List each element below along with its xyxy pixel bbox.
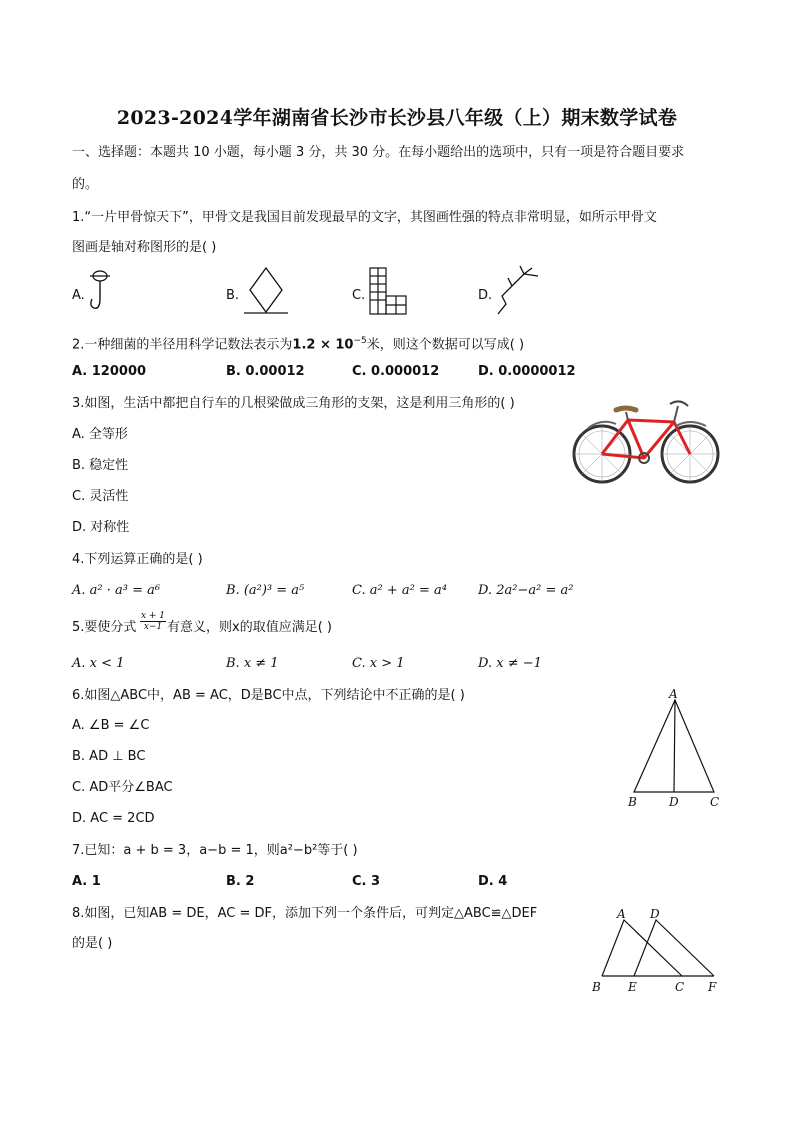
q7-option-c: C. 3 xyxy=(352,874,381,889)
q2-option-c: C. 0.000012 xyxy=(352,364,440,379)
q4-option-c: C. a² + a² = a⁴ xyxy=(352,583,447,598)
q3-option-c: C. 灵活性 xyxy=(72,489,129,504)
segment-ad xyxy=(674,700,675,792)
label-d: D xyxy=(669,795,679,809)
q1-option-d-glyph xyxy=(494,264,544,318)
q1-stem-line1: 1.“一片甲骨惊天下”，甲骨文是我国目前发现最早的文字，其图画性强的特点非常明显，如所示甲骨文 xyxy=(72,210,657,225)
q8-triangles-figure xyxy=(586,904,722,996)
q3-stem: 3.如图，生活中都把自行车的几根梁做成三角形的支架，这是利用三角形的( ) xyxy=(72,396,515,411)
q4-stem: 4.下列运算正确的是( ) xyxy=(72,552,203,567)
label-b: B xyxy=(592,980,601,994)
q2-stem-suffix: 米，则这个数据可以写成( ) xyxy=(366,337,525,353)
q5-option-b: B. x ≠ 1 xyxy=(226,656,279,671)
q6-option-d: D. AC = 2CD xyxy=(72,811,155,826)
q2-option-d: D. 0.0000012 xyxy=(478,364,576,379)
q1-option-a-glyph xyxy=(86,268,116,316)
q1-stem-line2: 图画是轴对称图形的是( ) xyxy=(72,240,217,255)
label-c: C xyxy=(675,980,685,994)
q5-fraction-denominator: x−1 xyxy=(143,622,163,632)
q7-stem: 7.已知：a + b = 3，a−b = 1，则a²−b²等于( ) xyxy=(72,843,358,858)
label-d: D xyxy=(650,907,660,921)
q1-option-b-glyph xyxy=(242,266,290,316)
q3-option-b: B. 稳定性 xyxy=(72,458,129,473)
q3-option-a: A. 全等形 xyxy=(72,427,128,442)
q2-exponent: −5 xyxy=(353,336,367,346)
q3-option-d: D. 对称性 xyxy=(72,520,130,535)
section-instructions-line2: 的。 xyxy=(72,177,99,192)
q2-value: 1.2 × 10 xyxy=(292,337,354,353)
q7-option-b: B. 2 xyxy=(226,874,255,889)
q2-option-b: B. 0.00012 xyxy=(226,364,305,379)
q6-stem: 6.如图△ABC中，AB = AC，D是BC中点，下列结论中不正确的是( ) xyxy=(72,688,465,703)
q6-option-a: A. ∠B = ∠C xyxy=(72,718,150,733)
q1-option-b-label: B. xyxy=(226,288,240,303)
label-f: F xyxy=(708,980,717,994)
q7-option-d: D. 4 xyxy=(478,874,508,889)
triangle-abc xyxy=(602,920,682,976)
q5-stem-suffix: 有意义，则x的取值应满足( ) xyxy=(167,620,332,635)
q5-option-c: C. x > 1 xyxy=(352,656,405,671)
q5-option-a: A. x < 1 xyxy=(72,656,125,671)
q2-stem-prefix: 2.一种细菌的半径用科学记数法表示为 xyxy=(72,337,293,353)
label-a: A xyxy=(617,907,626,921)
q5-fraction xyxy=(140,611,166,632)
q8-stem-line1: 8.如图，已知AB = DE，AC = DF，添加下列一个条件后，可判定△ABC≌△DEF xyxy=(72,906,538,921)
label-a: A xyxy=(669,687,678,701)
q5-stem-prefix: 5.要使分式 xyxy=(72,620,137,635)
q1-option-d-label: D. xyxy=(478,288,493,303)
label-e: E xyxy=(628,980,637,994)
q7-option-a: A. 1 xyxy=(72,874,101,889)
q5-option-d: D. x ≠ −1 xyxy=(478,656,542,671)
q1-option-c-label: C. xyxy=(352,288,366,303)
label-b: B xyxy=(628,795,637,809)
q4-option-d: D. 2a²−a² = a² xyxy=(478,583,574,598)
q4-option-a: A. a² · a³ = a⁶ xyxy=(72,583,161,598)
q1-option-c-glyph xyxy=(366,266,410,316)
q4-option-b: B. (a²)³ = a⁵ xyxy=(226,583,305,598)
q1-option-a-label: A. xyxy=(72,288,85,303)
q2-option-a: A. 120000 xyxy=(72,364,147,379)
q2-stem xyxy=(72,333,524,353)
q6-triangle-figure xyxy=(622,684,728,812)
label-c: C xyxy=(710,795,720,809)
q5-fraction-numerator: x + 1 xyxy=(140,611,166,621)
q6-option-b: B. AD ⊥ BC xyxy=(72,749,146,764)
q6-option-c: C. AD平分∠BAC xyxy=(72,780,173,795)
q8-stem-line2: 的是( ) xyxy=(72,936,113,951)
section-instructions-line1: 一、选择题：本题共 10 小题，每小题 3 分，共 30 分。在每小题给出的选项中，只有一项是符合题目要求 xyxy=(72,145,685,160)
bicycle-image xyxy=(570,394,724,494)
page-title: 2023-2024学年湖南省长沙市长沙县八年级（上）期末数学试卷 xyxy=(116,107,678,129)
